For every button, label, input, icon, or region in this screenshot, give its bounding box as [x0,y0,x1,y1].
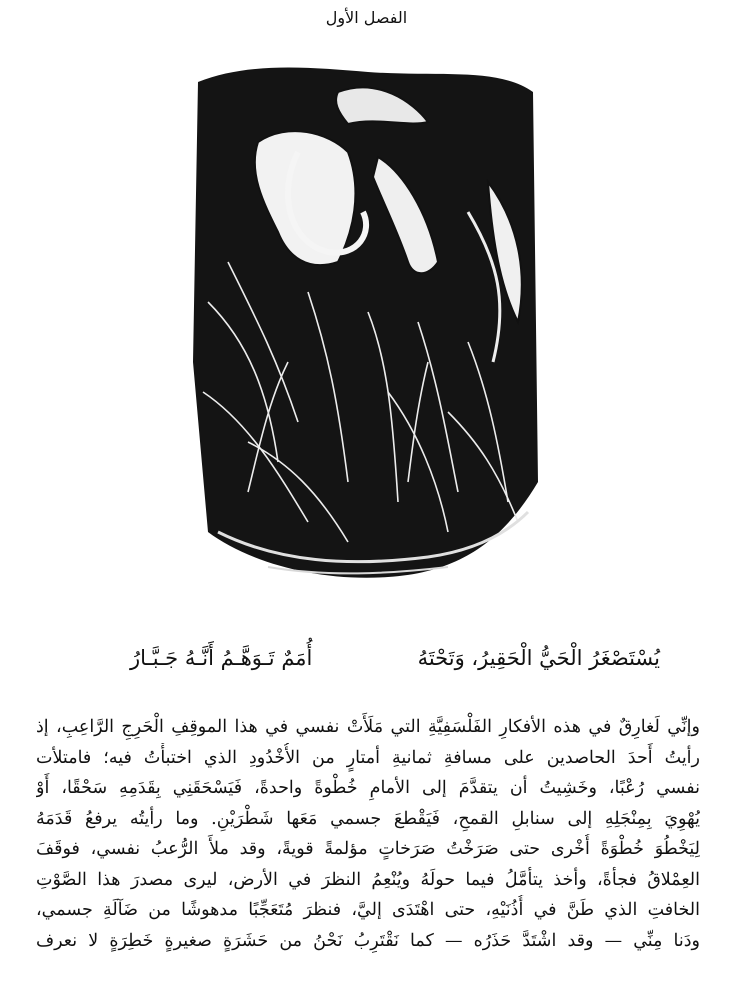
paragraph-line: لِيَخْطُوَ خُطْوَةً أُخْرى حتى صَرَخْتُ صَرَخاتٍ مؤلمةً قويةً، وقد ملأَ الرُّعبُ نفسي، فوقَفَ [36,839,700,859]
body-paragraph [36,712,700,956]
verse [100,646,660,686]
illustration-dark-field [193,68,538,578]
paragraph-line: نفسي رُعْبًا، وخَشِيتُ أن يتقدَّمَ إلى الأمامِ خُطْوةً واحدةً، فَيَسْحَقَنِي بِقَدَمِهِ سَحْقًا، أَوْ [36,778,700,798]
paragraph-line: ودَنا مِنِّي — وقد اشْتَدَّ حَذَرُه — كما نَقْتَرِبُ نَحْنُ من حَشَرَةٍ صغيرةٍ خَطِرَةٍ لا نعرف [36,930,700,951]
paragraph-line: يُهْوِيَ بِمِنْجَلِهِ إلى سنابلِ القمحِ، فَيَقْطعَ جسمي مَعَها شَطْرَيْنِ. وما رأيتُه يرفعُ قَدَمَهُ [36,808,700,829]
paragraph-line: وإنِّي لَغارِقٌ في هذه الأفكارِ الفَلْسَفِيَّةِ التي مَلَأَتْ نفسي في هذا الموقِفِ الْحَرِجِ الرَّاعِبِ، إذ [36,717,700,737]
paragraph-line: الخافتِ الذي طَنَّ في أُذُنَيْهِ، حتى اهْتَدَى إليَّ، فنظرَ مُتَعَجِّبًا مدهوشًا من ضَآلَةِ جسمي، [36,900,700,920]
verse-second-hemistich: أُمَمٌ تَـوَهَّـمُ أَنَّـهُ جَـبَّـارُ [130,646,313,670]
verse-first-hemistich: يُسْتَصْغَرُ الْحَيُّ الْحَقِيرُ، وَتَحْتَهُ [417,646,660,670]
paragraph-line: رأيتُ أَحدَ الحاصدين على مسافةِ ثمانيةِ أمتارٍ من الأُخْدُودِ الذي اختبأْتُ فيه؛ فامتلأت [36,747,700,768]
chapter-title: الفصل الأول [325,8,408,27]
paragraph-line: العِمْلاقُ فجأةً، وأخذ يتأمَّلُ فيما حولَهُ ويُنْعِمُ النظرَ في الأرض، ليرى مصدرَ هذا الصَّوْتِ [36,869,700,890]
illustration-farmer-in-wheat-field [188,62,540,584]
